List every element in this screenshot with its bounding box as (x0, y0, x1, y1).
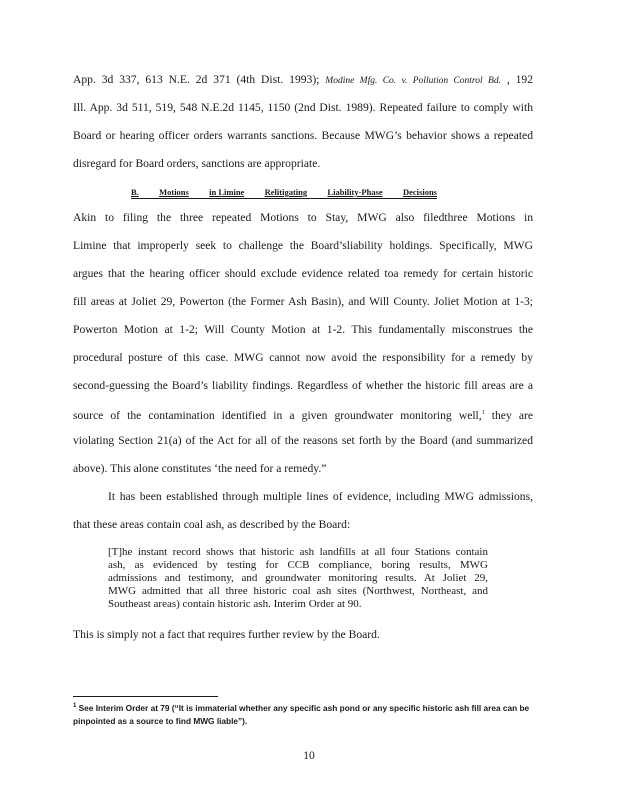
heading-word: Relitigating (264, 187, 308, 197)
case-name-italic: Modine Mfg. Co. v. Pollution Control Bd. (325, 76, 501, 86)
body-line: Ill. App. 3d 511, 519, 548 N.E.2d 1145, 1150 (2nd Dist. 1989). Repeated failure to comply with (73, 101, 533, 114)
heading-word: Decisions (402, 187, 437, 197)
body-line: procedural posture of this case. MWG cannot now avoid the responsibility for a remedy by (73, 351, 533, 364)
footnote-text: See Interim Order at 79 (“It is immaterial whether any specific ash pond or any specific historic ash fill area can be pinpointed as a source to find MWG liable”). (73, 702, 530, 726)
body-line: Akin to filing the three repeated Motions to Stay, MWG also filedthree Motions in (73, 211, 533, 224)
body-text: source of the contamination identified in a given groundwater monitoring well, (73, 408, 482, 422)
block-quote-line: ash, as evidenced by testing for CCB compliance, boring results, MWG (108, 559, 488, 571)
block-quote-line: admissions and testimony, and groundwater monitoring results. At Joliet 29, (108, 572, 488, 584)
heading-word: Motions (159, 187, 189, 197)
block-quote-line: Southeast areas) contain historic ash. Interim Order at 90. (108, 598, 362, 610)
body-text: they are (484, 408, 533, 422)
body-line: This is simply not a fact that requires further review by the Board. (73, 628, 380, 641)
body-line: violating Section 21(a) of the Act for all of the reasons set forth by the Board (and summarized (73, 434, 533, 447)
body-line: It has been established through multiple lines of evidence, including MWG admissions, (108, 490, 533, 503)
citation-text: , 192 (500, 73, 533, 86)
body-line: disregard for Board orders, sanctions are appropriate. (73, 157, 321, 170)
citation-text: App. 3d 337, 613 N.E. 2d 371 (4th Dist. 1993); (73, 73, 326, 86)
footnote-divider (73, 696, 218, 697)
footnote-number: 1 (73, 703, 77, 709)
body-line: above). This alone constitutes ‘the need for a remedy.” (73, 462, 327, 475)
heading-letter: B. (131, 187, 139, 197)
body-line: second-guessing the Board’s liability findings. Regardless of whether the historic fill areas are a (73, 379, 533, 392)
body-line: Powerton Motion at 1-2; Will County Motion at 1-2. This fundamentally misconstrues the (73, 323, 533, 336)
body-line: fill areas at Joliet 29, Powerton (the Former Ash Basin), and Will County. Joliet Motion at 1-3; (73, 295, 533, 308)
body-line: Board or hearing officer orders warrants sanctions. Because MWG’s behavior shows a repeated (73, 129, 533, 142)
body-line: argues that the hearing officer should exclude evidence related toa remedy for certain historic (73, 267, 533, 280)
page-number: 10 (303, 749, 315, 762)
body-line: Limine that improperly seek to challenge the Board’sliability holdings. Specifically, MWG (73, 239, 533, 252)
body-line (73, 406, 533, 423)
heading-word: in Limine (209, 187, 245, 197)
body-line: that these areas contain coal ash, as described by the Board: (73, 518, 351, 531)
footnote-reference[interactable]: 1 (481, 410, 485, 416)
block-quote-line: MWG admitted that all three historic coal ash sites (Northwest, Northeast, and (108, 585, 488, 597)
heading-word: Liability-Phase (327, 187, 383, 197)
footnote (73, 700, 543, 728)
section-heading (131, 186, 437, 199)
body-line (73, 73, 533, 88)
block-quote-line: [T]he instant record shows that historic ash landfills at all four Stations contain (108, 546, 488, 558)
